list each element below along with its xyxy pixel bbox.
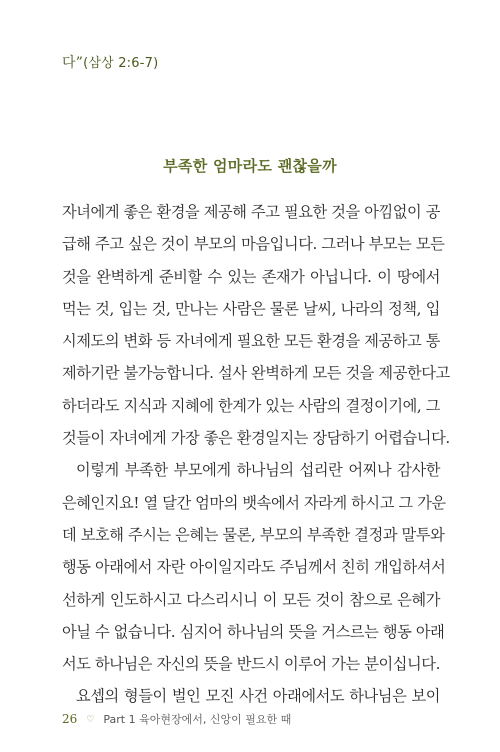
paragraph-3-line-1: 요셉의 형들이 벌인 모진 사건 아래에서도 하나님은 보이	[76, 687, 440, 706]
paragraph-1-line-6: 제하기란 불가능합니다. 설사 완벽하게 모든 것을 제공한다고	[62, 364, 450, 383]
paragraph-1-line-1: 자녀에게 좋은 환경을 제공해 주고 필요한 것을 아낌없이 공	[62, 203, 440, 221]
paragraph-1-line-7: 하더라도 지식과 지혜에 한계가 있는 사람의 결정이기에, 그	[62, 396, 440, 415]
part-title: Part 1 육아현장에서, 신앙이 필요한 때	[103, 713, 292, 726]
page-footer	[62, 711, 291, 727]
paragraph-1-line-5: 시제도의 변화 등 자녀에게 필요한 모든 환경을 제공하고 통	[62, 332, 440, 351]
paragraph-2-line-7: 서도 하나님은 자신의 뜻을 반드시 이루어 가는 분이십니다.	[62, 655, 440, 674]
body-text	[62, 196, 450, 713]
paragraph-2-line-5: 선하게 인도하시고 다스리시니 이 모든 것이 참으로 은혜가	[62, 590, 440, 609]
section-heading: 부족한 엄마라도 괜찮을까	[163, 157, 337, 175]
paragraph-1-line-4: 먹는 것, 입는 것, 만나는 사람은 물론 날씨, 나라의 정책, 입	[62, 299, 440, 318]
paragraph-2-line-3: 데 보호해 주시는 은혜는 물론, 부모의 부족한 결정과 말투와	[62, 525, 445, 544]
quote-ending	[62, 52, 158, 72]
paragraph-2-line-4: 행동 아래에서 자란 아이일지라도 주님께서 친히 개입하셔서	[62, 558, 446, 577]
paragraph-1-line-3: 것을 완벽하게 준비할 수 있는 존재가 아닙니다. 이 땅에서	[62, 267, 440, 286]
paragraph-2-line-1: 이렇게 부족한 부모에게 하나님의 섭리란 어찌나 감사한	[76, 461, 440, 480]
paragraph-1-line-2: 급해 주고 싶은 것이 부모의 마음입니다. 그러나 부모는 모든	[62, 235, 445, 254]
quote-text: 다”	[62, 55, 84, 71]
paragraph-2-line-6: 아닐 수 없습니다. 심지어 하나님의 뜻을 거스르는 행동 아래	[62, 622, 445, 641]
page-number: 26	[62, 712, 78, 726]
scripture-reference: (삼상 2:6-7)	[83, 56, 159, 71]
paragraph-1-line-8: 것들이 자녀에게 가장 좋은 환경일지는 장담하기 어렵습니다.	[62, 429, 450, 448]
paragraph-2-line-2: 은혜인지요! 열 달간 엄마의 뱃속에서 자라게 하시고 그 가운	[62, 493, 446, 512]
heart-icon: ♡	[86, 715, 95, 725]
